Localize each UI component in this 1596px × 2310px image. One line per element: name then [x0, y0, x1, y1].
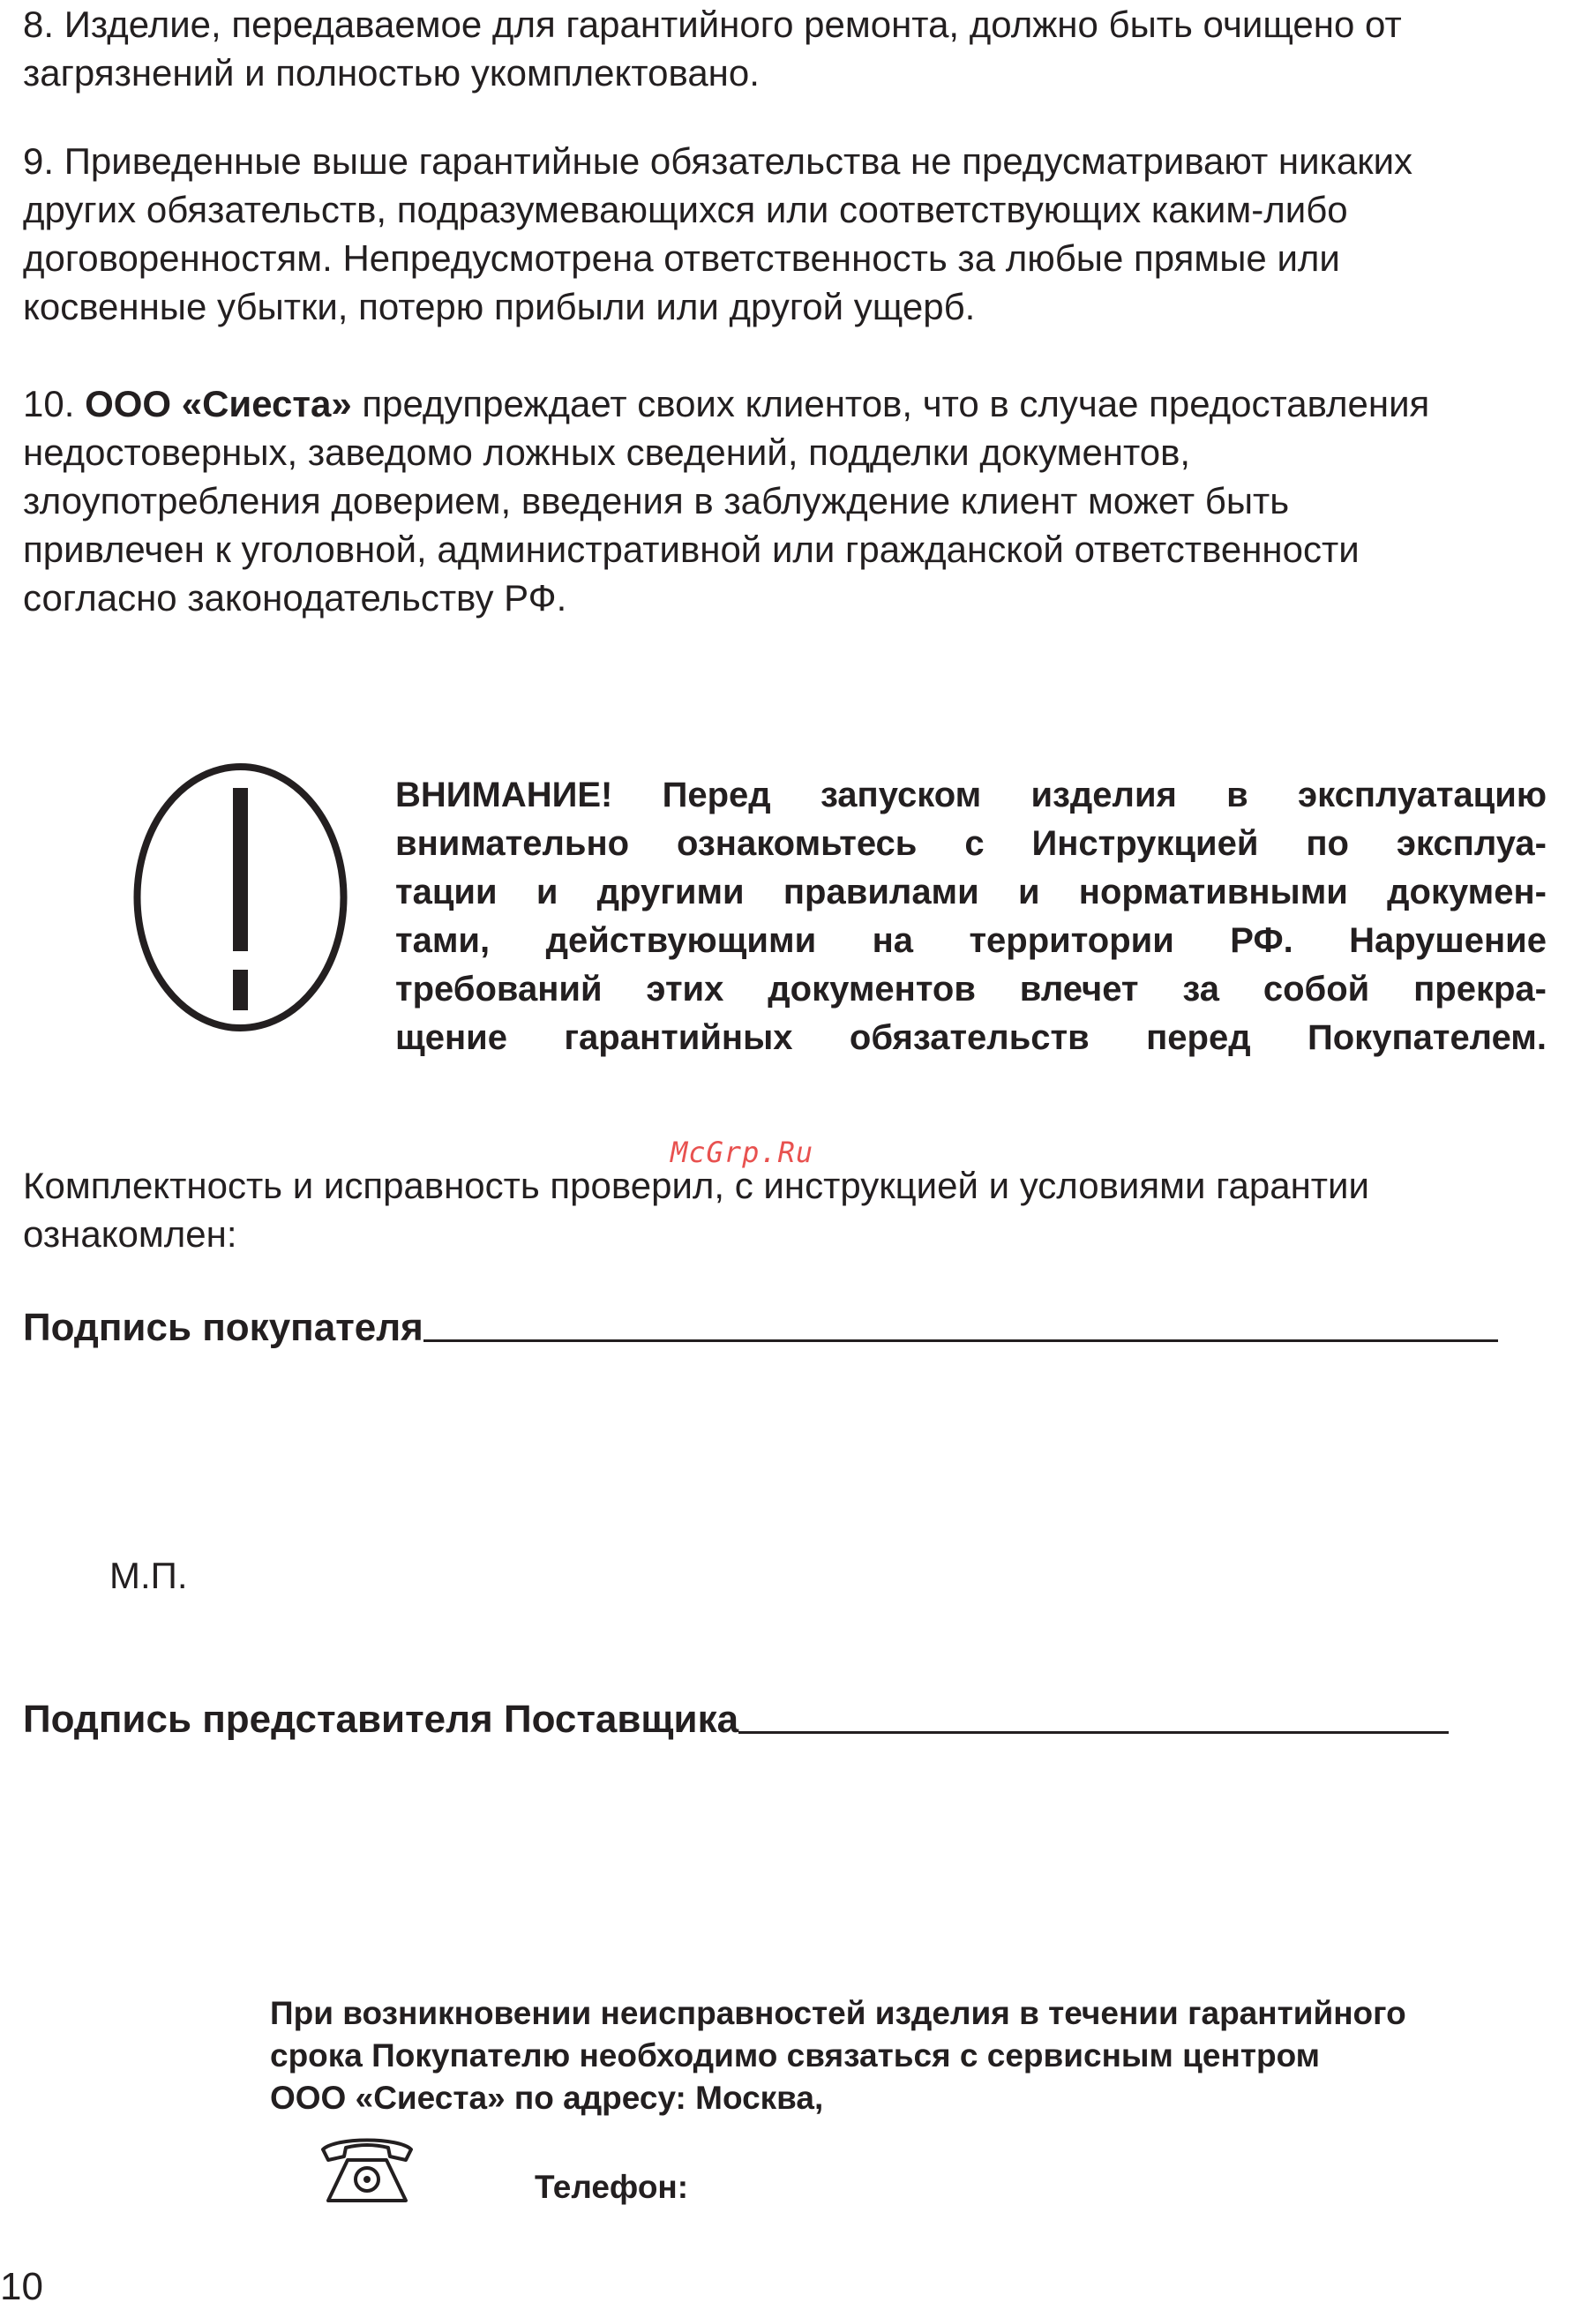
- warning-line: ВНИМАНИЕ! Перед запуском изделия в эксплуатацию: [395, 776, 1547, 814]
- telephone-icon: [318, 2134, 416, 2206]
- stamp-placeholder: М.П.: [109, 1555, 188, 1596]
- exclamation-oval-icon: [132, 761, 348, 1033]
- paragraph-9: 9. Приведенные выше гарантийные обязательства не предусматривают никаких других обязательств, подразумевающихся или соответствующих каким-либо договоренностям. Непредусмотрена ответственность за любые прямые или косвенные убытки, потерю прибыли или другой ущерб.: [23, 140, 1413, 327]
- page-number: 10: [0, 2265, 43, 2308]
- warning-line: тации и другими правилами и нормативными докумен-: [395, 873, 1547, 911]
- supplier-signature-label: Подпись представителя Поставщика: [23, 1698, 739, 1741]
- paragraph-10: [23, 379, 1593, 622]
- buyer-signature-field: [23, 1306, 1498, 1350]
- paragraph-10-number: 10.: [23, 383, 86, 424]
- warning-line: щение гарантийных обязательств перед Покупателем.: [395, 1018, 1547, 1057]
- phone-label: Телефон:: [535, 2169, 689, 2205]
- company-name: ООО «Сиеста»: [85, 383, 352, 424]
- signature-line: [738, 1730, 1449, 1734]
- watermark: McGrp.Ru: [671, 1136, 814, 1169]
- buyer-signature-label: Подпись покупателя: [23, 1306, 423, 1349]
- warning-line: требований этих документов влечет за собой прекра-: [395, 970, 1547, 1009]
- supplier-signature-field: [23, 1698, 1449, 1742]
- acknowledgement-text: Комплектность и исправность проверил, с инструкцией и условиями гарантии ознакомлен:: [23, 1165, 1369, 1255]
- warning-line: тами, действующими на территории РФ. Нарушение: [395, 921, 1547, 960]
- paragraph-8: 8. Изделие, передаваемое для гарантийного ремонта, должно быть очищено от загрязнений и полностью укомплектовано.: [23, 4, 1402, 94]
- warning-line: внимательно ознакомьтесь с Инструкцией по эксплуа-: [395, 824, 1547, 863]
- warning-block: [395, 771, 1547, 1062]
- signature-line: [423, 1339, 1498, 1342]
- service-center-text: При возникновении неисправностей изделия в течении гарантийного срока Покупателю необходимо связаться с сервисным центром ООО «Сиеста» по адресу: Москва,: [270, 1995, 1406, 2116]
- paragraph-10-text: предупреждает своих клиентов, что в случае предоставления недостоверных, заведомо ложных сведений, подделки документов, злоупотребления доверием, введения в заблуждение клиент может быть привлечен к уголовной, административной или гражданской ответственности согласно законодательству РФ.: [23, 383, 1430, 619]
